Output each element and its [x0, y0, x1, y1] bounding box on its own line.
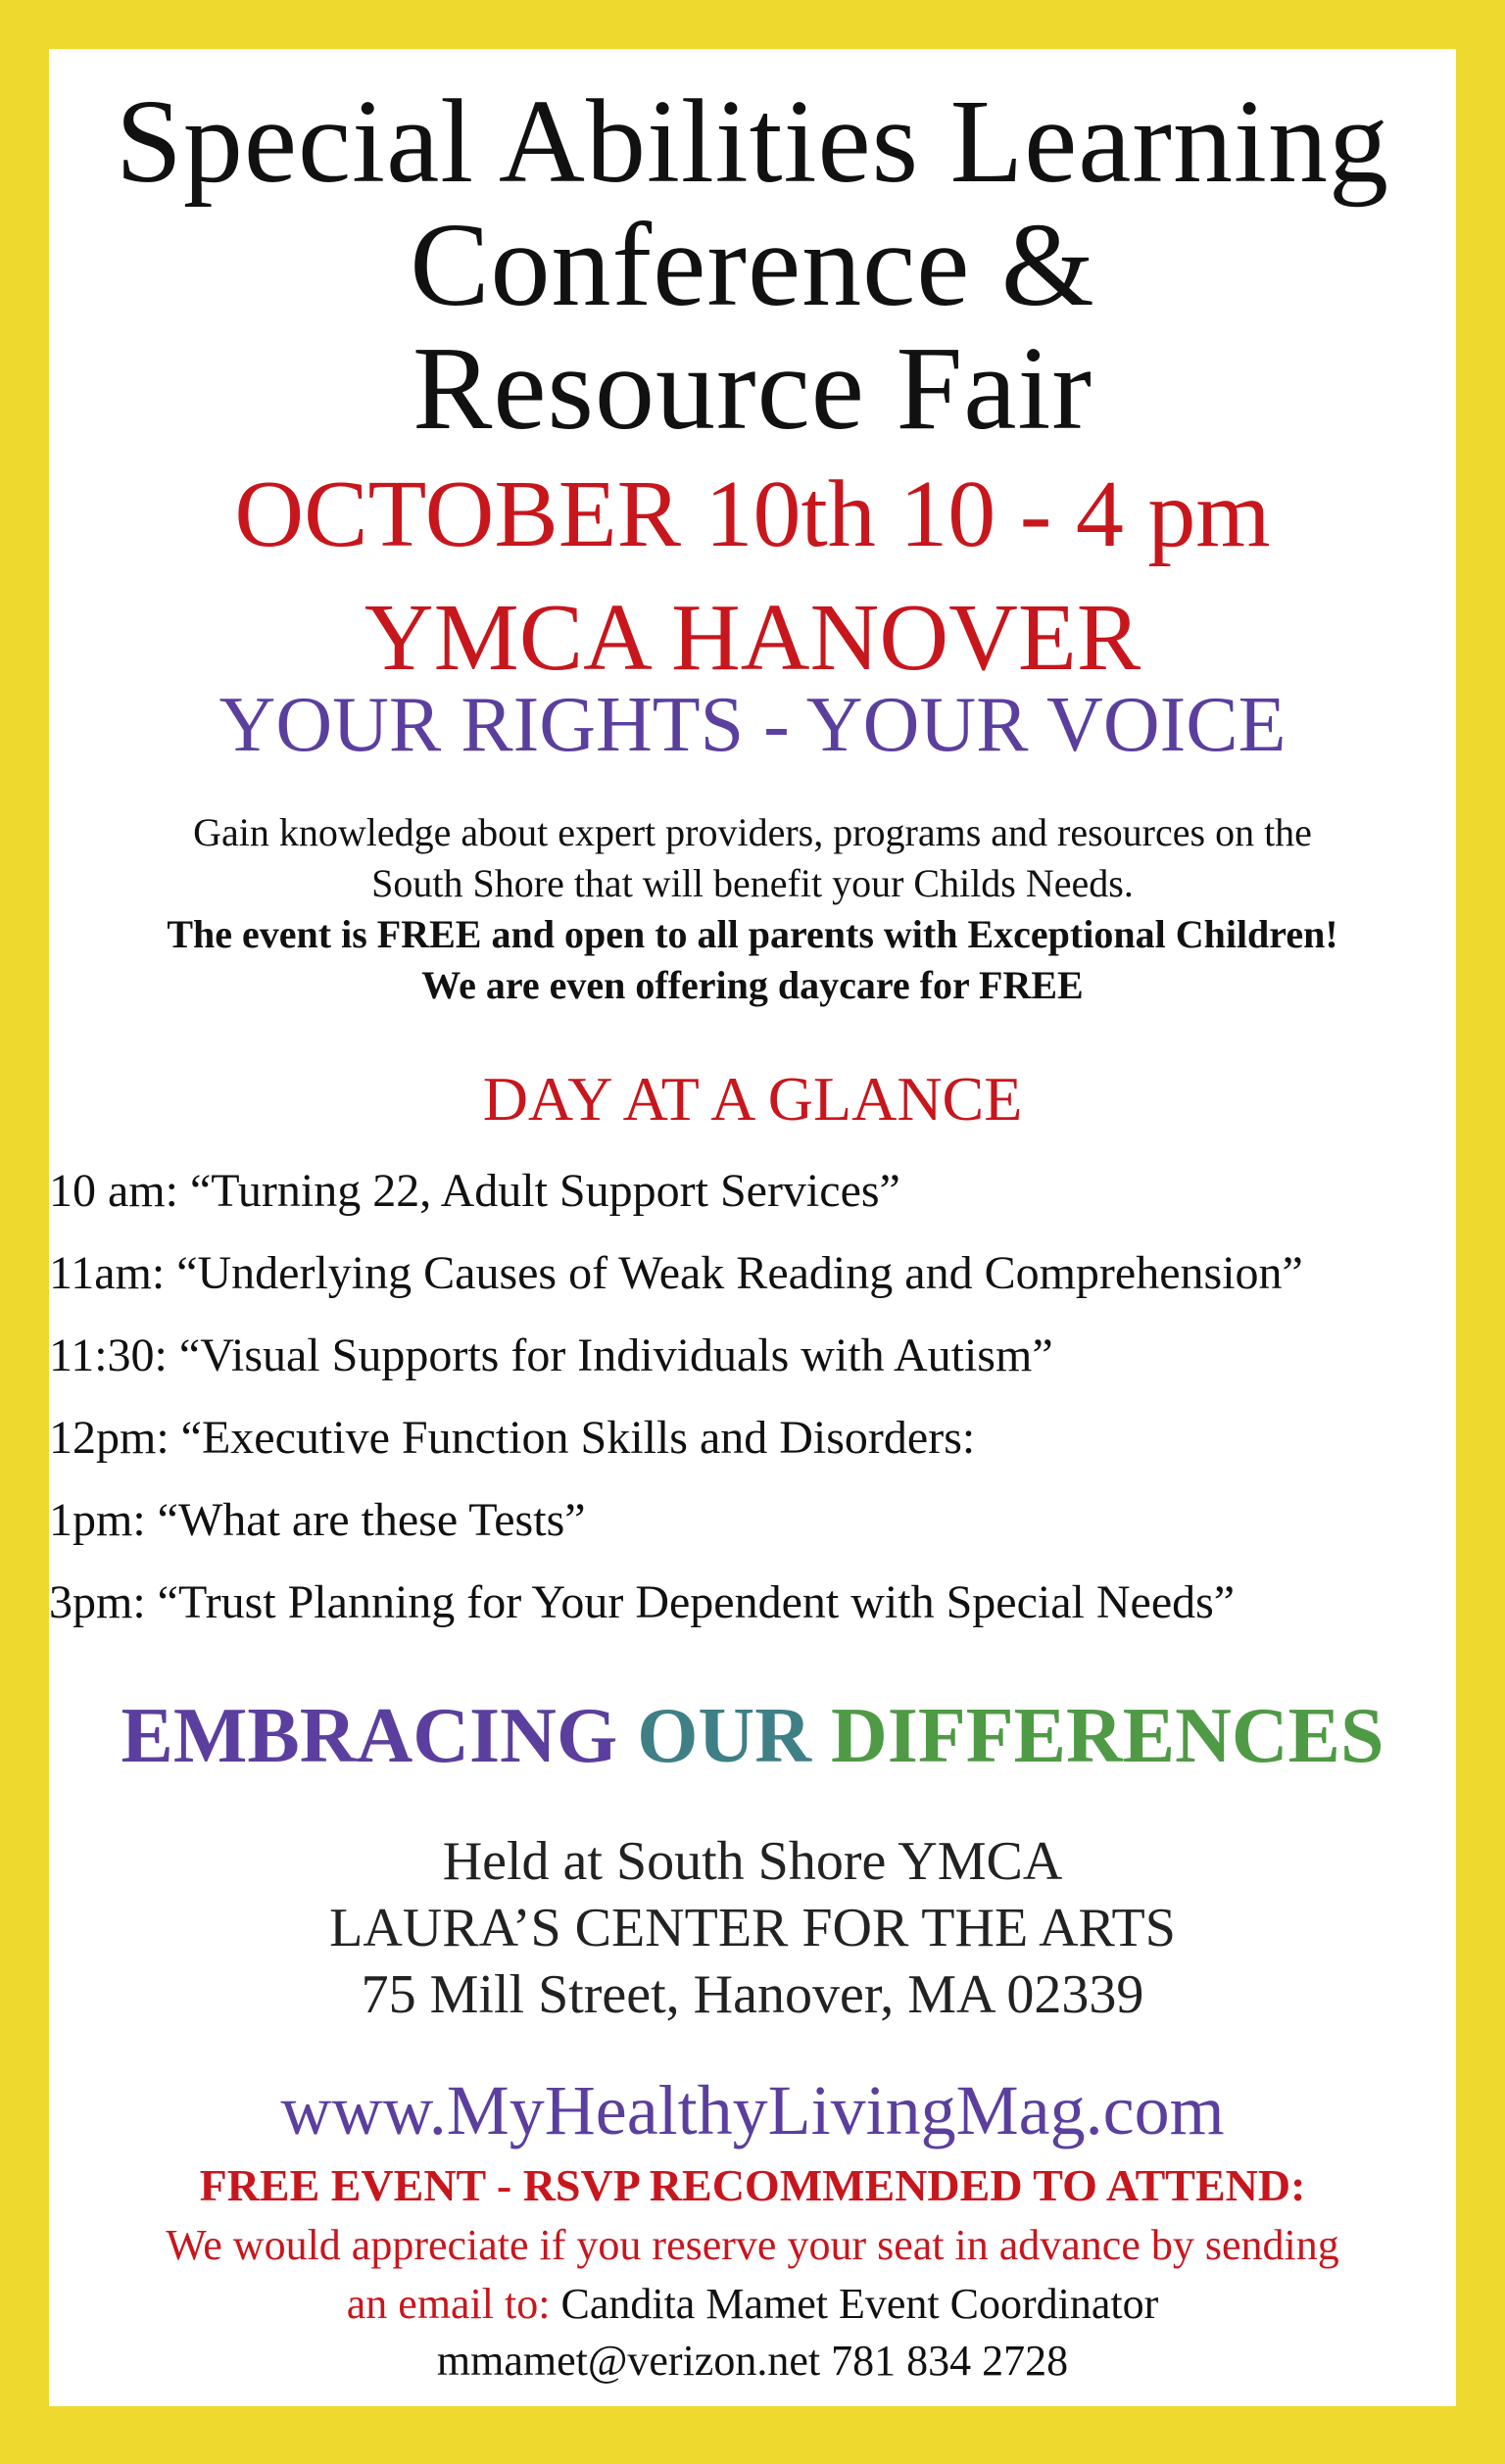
schedule-item: 11am: “Underlying Causes of Weak Reading and Comprehension”	[49, 1247, 1303, 1299]
location-line-1: Held at South Shore YMCA	[442, 1831, 1063, 1892]
event-coordinator: Candita Mamet Event Coordinator	[560, 2280, 1159, 2328]
schedule-item: 11:30: “Visual Supports for Individuals with Autism”	[49, 1329, 1053, 1381]
schedule-heading: DAY AT A GLANCE	[482, 1064, 1023, 1134]
event-tagline: YOUR RIGHTS - YOUR VOICE	[218, 682, 1287, 768]
rsvp-appeal: We would appreciate if you reserve your seat in advance by sending	[166, 2221, 1339, 2269]
slogan-word-2: OUR	[637, 1693, 811, 1779]
slogan-word-1: EMBRACING	[121, 1693, 618, 1779]
flyer-title-line-1: Special Abilities Learning	[116, 75, 1389, 208]
rsvp-email-line	[49, 2280, 1456, 2328]
schedule-item: 1pm: “What are these Tests”	[49, 1494, 586, 1546]
contact-details[interactable]: mmamet@verizon.net 781 834 2728	[436, 2337, 1069, 2385]
email-lead-text: an email to:	[346, 2280, 551, 2328]
slogan-word-3: DIFFERENCES	[830, 1693, 1384, 1779]
schedule-item: 12pm: “Executive Function Skills and Disorders:	[49, 1412, 976, 1464]
schedule-item: 3pm: “Trust Planning for Your Dependent with Special Needs”	[49, 1576, 1236, 1628]
flyer-title-line-3: Resource Fair	[413, 322, 1092, 455]
rsvp-notice: FREE EVENT - RSVP RECOMMENDED TO ATTEND:	[199, 2160, 1306, 2210]
flyer-title-line-2: Conference &	[410, 199, 1095, 331]
event-flyer	[49, 49, 1456, 2406]
location-line-3: 75 Mill Street, Hanover, MA 02339	[361, 1964, 1144, 2025]
slogan	[49, 1693, 1456, 1779]
intro-line-4: We are even offering daycare for FREE	[421, 963, 1084, 1007]
intro-line-3: The event is FREE and open to all parents with Exceptional Children!	[167, 912, 1338, 956]
event-venue: YMCA HANOVER	[364, 585, 1141, 691]
event-date-time: OCTOBER 10th 10 - 4 pm	[234, 461, 1271, 567]
intro-line-2: South Shore that will benefit your Childs Needs.	[371, 861, 1134, 905]
intro-line-1: Gain knowledge about expert providers, programs and resources on the	[193, 810, 1312, 854]
website-link[interactable]: www.MyHealthyLivingMag.com	[280, 2071, 1225, 2150]
schedule-item: 10 am: “Turning 22, Adult Support Services”	[49, 1165, 900, 1217]
location-line-2: LAURA’S CENTER FOR THE ARTS	[329, 1898, 1176, 1958]
